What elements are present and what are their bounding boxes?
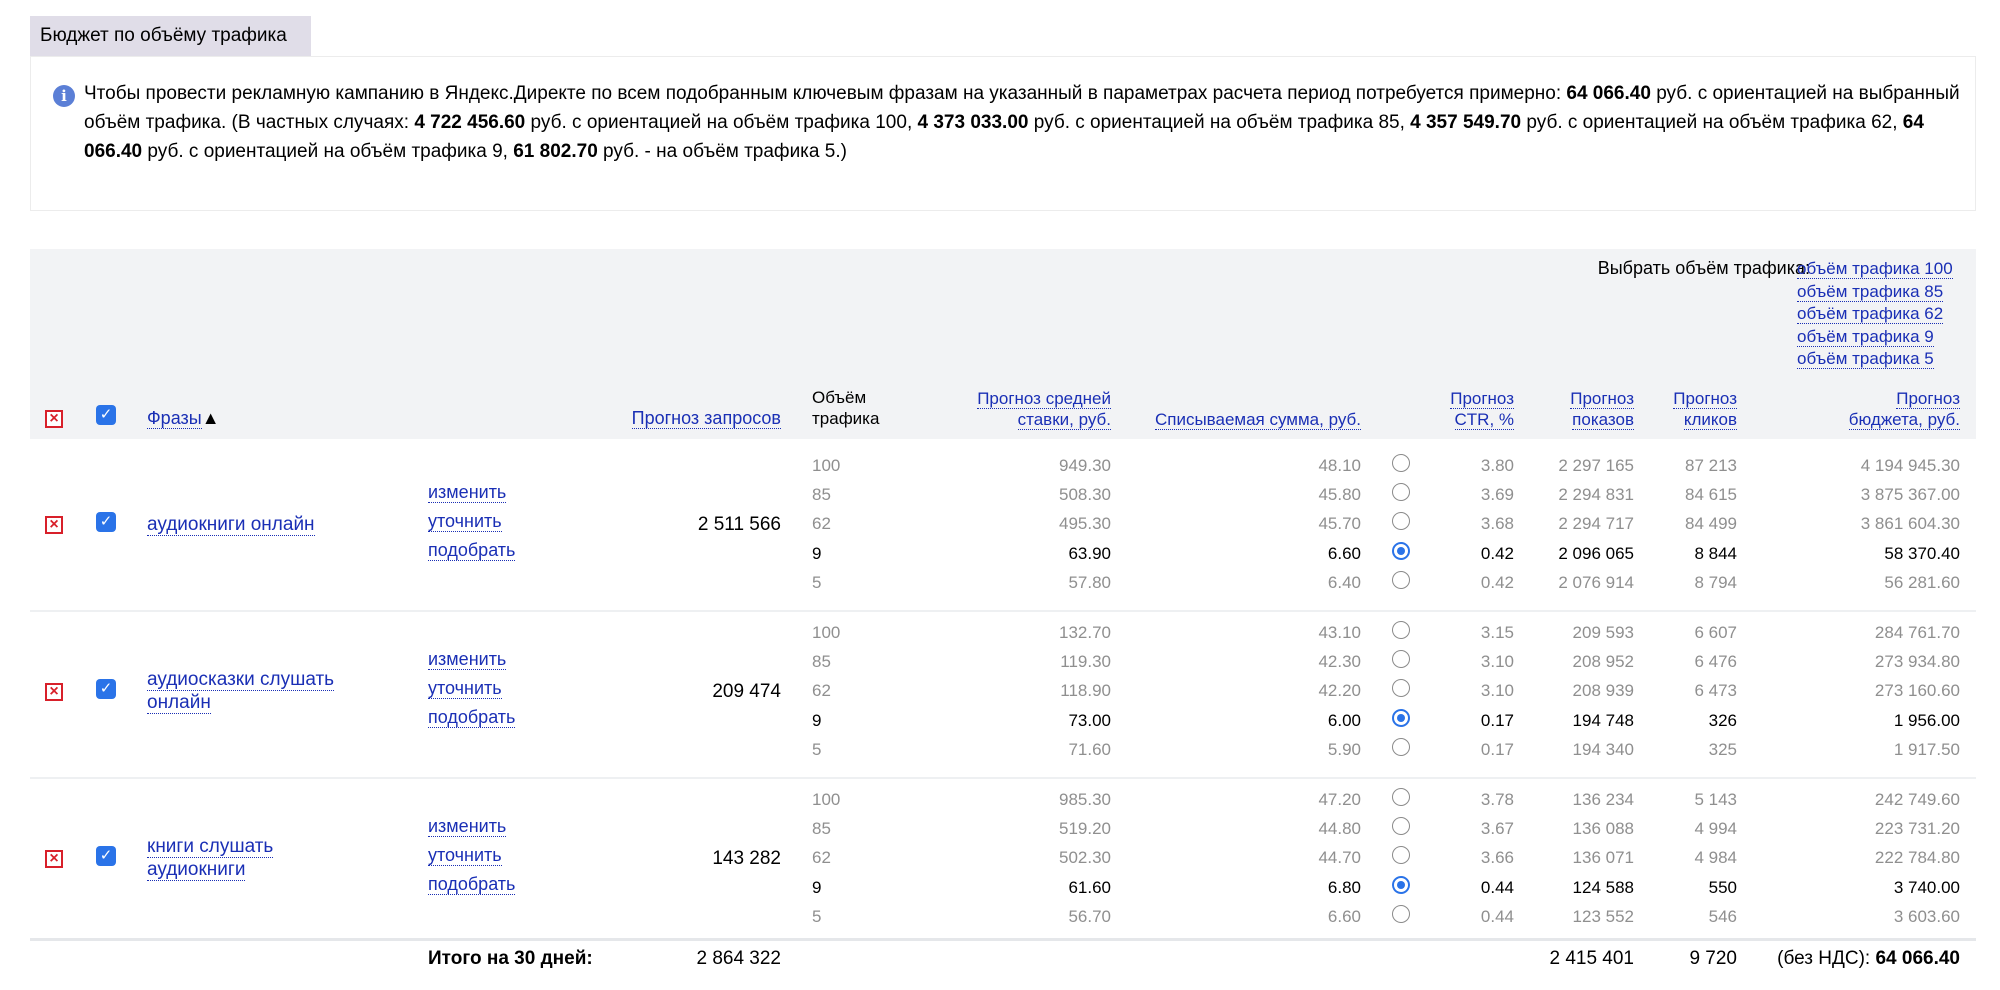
header-phrases[interactable]: [147, 408, 220, 429]
forecast-row: [0, 844, 2000, 873]
shows-cell: 194 748: [1572, 710, 1634, 730]
forecast-row: [0, 510, 2000, 539]
shows-cell: 136 088: [1572, 819, 1634, 839]
budget-cell: 273 934.80: [1874, 652, 1960, 672]
sort-arrow-icon: ▲: [201, 408, 220, 428]
volume-cell: 100: [812, 456, 841, 475]
charge-cell: 6.60: [1327, 543, 1361, 563]
radio-selected[interactable]: [1392, 709, 1410, 727]
traffic-option-4[interactable]: [1797, 348, 1953, 371]
budget-cell: 222 784.80: [1874, 848, 1960, 868]
phrase-text[interactable]: аудиокниги: [147, 859, 246, 881]
volume-cell: 100: [812, 623, 841, 642]
info-text: [84, 79, 1964, 166]
select-all-checkbox[interactable]: ✓: [96, 405, 116, 425]
row-separator: [30, 777, 1976, 779]
refine-link[interactable]: уточнить: [428, 511, 502, 532]
phrase-text[interactable]: аудиосказки слушать: [147, 669, 335, 691]
budget-cell: 223 731.20: [1874, 819, 1960, 839]
ctr-cell: 0.17: [1480, 739, 1514, 759]
volume-cell: 62: [812, 681, 831, 701]
charge-cell: 44.80: [1318, 819, 1361, 839]
clicks-cell: 84 499: [1685, 514, 1737, 534]
forecast-row: [0, 707, 2000, 736]
sort-phrases-link[interactable]: Фразы: [147, 408, 202, 428]
phrase-text[interactable]: книги слушать: [147, 836, 274, 858]
charge-cell: 43.10: [1318, 623, 1361, 642]
budget-cell: 242 749.60: [1874, 790, 1960, 809]
requests-forecast: 143 282: [712, 848, 781, 870]
clicks-cell: 6 607: [1694, 623, 1737, 642]
volume-cell: 5: [812, 739, 822, 759]
volume-cell: 5: [812, 906, 822, 926]
shows-cell: 208 939: [1572, 681, 1634, 701]
forecast-row: [0, 452, 2000, 481]
info-segment: руб. с ориентацией на выбранный объём трафика. (В частных случаях:: [84, 83, 1960, 133]
volume-cell: 5: [812, 572, 822, 592]
clicks-cell: 326: [1708, 710, 1737, 730]
pick-link[interactable]: подобрать: [428, 540, 516, 561]
shows-cell: 2 297 165: [1558, 456, 1634, 475]
radio-option[interactable]: [1392, 621, 1410, 639]
shows-cell: 194 340: [1572, 739, 1634, 759]
volume-cell: 9: [812, 710, 822, 730]
traffic-option-link[interactable]: объём трафика 9: [1797, 326, 1934, 346]
radio-option[interactable]: [1392, 788, 1410, 806]
ctr-cell: 0.44: [1480, 906, 1514, 926]
charge-cell: 6.80: [1327, 877, 1361, 897]
delete-phrase-x-icon[interactable]: ×: [45, 683, 63, 701]
bid-cell: 132.70: [1059, 623, 1111, 642]
charge-cell: 5.90: [1327, 739, 1361, 759]
shows-cell: 2 096 065: [1558, 543, 1634, 563]
info-segment: руб. с ориентацией на объём трафика 9,: [142, 141, 514, 162]
traffic-option-link[interactable]: объём трафика 100: [1797, 259, 1953, 278]
traffic-option-link[interactable]: объём трафика 85: [1797, 281, 1944, 301]
info-icon: i: [53, 85, 75, 107]
forecast-row: [0, 619, 2000, 648]
bid-cell: 949.30: [1059, 456, 1111, 475]
info-amount: 4 722 456.60: [414, 112, 526, 133]
ctr-cell: 3.69: [1480, 485, 1514, 505]
shows-cell: 2 076 914: [1558, 572, 1634, 592]
ctr-cell: 0.44: [1480, 877, 1514, 897]
forecast-row: [0, 481, 2000, 510]
delete-all-x-icon[interactable]: ×: [45, 410, 63, 428]
header-requests[interactable]: Прогноз запросов: [631, 408, 781, 428]
bid-cell: 71.60: [1068, 739, 1111, 759]
traffic-select-options: [1797, 258, 1953, 371]
bid-cell: 61.60: [1068, 877, 1111, 897]
volume-cell: 100: [812, 790, 841, 809]
budget-cell: 284 761.70: [1874, 623, 1960, 642]
ctr-cell: 3.15: [1480, 623, 1514, 642]
header-shows[interactable]: Прогноз показов: [1570, 389, 1634, 429]
change-link[interactable]: изменить: [428, 816, 507, 837]
forecast-row: [0, 569, 2000, 598]
traffic-option-link[interactable]: объём трафика 62: [1797, 304, 1944, 323]
shows-cell: 136 071: [1572, 848, 1634, 868]
charge-cell: 47.20: [1318, 790, 1361, 809]
info-amount: 64 066.40: [84, 112, 1924, 162]
info-amount: 4 373 033.00: [917, 112, 1029, 133]
clicks-cell: 5 143: [1694, 790, 1737, 809]
header-charge[interactable]: Списываемая сумма, руб.: [1154, 410, 1361, 429]
total-clicks: 9 720: [1689, 948, 1737, 969]
forecast-row: [0, 736, 2000, 765]
volume-cell: 85: [812, 819, 831, 839]
forecast-row: [0, 540, 2000, 569]
charge-cell: 6.00: [1327, 710, 1361, 730]
ctr-cell: 3.67: [1480, 819, 1514, 839]
budget-tab[interactable]: Бюджет по объёму трафика: [30, 16, 311, 56]
volume-cell: 62: [812, 514, 831, 534]
radio-option[interactable]: [1392, 571, 1410, 589]
clicks-cell: 4 984: [1694, 848, 1737, 868]
budget-cell: 1 956.00: [1893, 710, 1960, 730]
radio-option[interactable]: [1392, 738, 1410, 756]
radio-selected[interactable]: [1392, 876, 1410, 894]
clicks-cell: 550: [1708, 877, 1737, 897]
shows-cell: 123 552: [1572, 906, 1634, 926]
budget-cell: 56 281.60: [1884, 572, 1960, 592]
info-amount: 4 357 549.70: [1410, 112, 1522, 133]
clicks-cell: 84 615: [1685, 485, 1737, 505]
header-bid[interactable]: Прогноз средней ставки, руб.: [977, 389, 1111, 429]
requests-forecast: 2 511 566: [697, 514, 781, 536]
clicks-cell: 6 476: [1694, 652, 1737, 672]
bid-cell: 118.90: [1060, 681, 1111, 701]
info-segment: руб. с ориентацией на объём трафика 62,: [1521, 112, 1903, 133]
forecast-row: [0, 874, 2000, 903]
forecast-row: [0, 786, 2000, 815]
info-amount: 64 066.40: [1566, 83, 1651, 104]
clicks-cell: 6 473: [1694, 681, 1737, 701]
forecast-row: [0, 648, 2000, 677]
traffic-option-1[interactable]: [1797, 281, 1953, 304]
bid-cell: 519.20: [1059, 819, 1111, 839]
phrase-text[interactable]: аудиокниги онлайн: [147, 514, 315, 536]
clicks-cell: 8 794: [1694, 572, 1737, 592]
change-link[interactable]: изменить: [428, 482, 507, 503]
ctr-cell: 0.42: [1480, 543, 1514, 563]
header-budget[interactable]: Прогноз бюджета, руб.: [1848, 389, 1960, 429]
pick-link[interactable]: подобрать: [428, 874, 516, 895]
phrase-checkbox[interactable]: ✓: [96, 846, 116, 866]
row-separator: [30, 610, 1976, 612]
ctr-cell: 0.42: [1480, 572, 1514, 592]
total-budget: (без НДС): 64 066.40: [1777, 948, 1960, 969]
bid-cell: 985.30: [1059, 790, 1111, 809]
volume-cell: 85: [812, 485, 831, 505]
forecast-row: [0, 903, 2000, 932]
budget-cell: 273 160.60: [1874, 681, 1960, 701]
refine-link[interactable]: уточнить: [428, 845, 502, 866]
clicks-cell: 8 844: [1694, 543, 1737, 563]
charge-cell: 45.70: [1318, 514, 1361, 534]
change-link[interactable]: изменить: [428, 649, 507, 670]
info-amount: 61 802.70: [513, 141, 598, 162]
total-label: Итого на 30 дней:: [428, 948, 593, 969]
bid-cell: 63.90: [1068, 543, 1111, 563]
charge-cell: 48.10: [1318, 456, 1361, 475]
shows-cell: 208 952: [1572, 652, 1634, 672]
phrase-checkbox[interactable]: ✓: [96, 512, 116, 532]
header-ctr[interactable]: Прогноз CTR, %: [1450, 389, 1514, 429]
traffic-select-label: Выбрать объём трафика:: [1597, 258, 1810, 278]
bid-cell: 119.30: [1060, 652, 1111, 672]
volume-cell: 62: [812, 848, 831, 868]
shows-cell: 136 234: [1572, 790, 1634, 809]
total-requests: 2 864 322: [696, 948, 781, 969]
ctr-cell: 3.78: [1480, 790, 1514, 809]
delete-phrase-x-icon[interactable]: ×: [45, 850, 63, 868]
forecast-row: [0, 815, 2000, 844]
pick-link[interactable]: подобрать: [428, 707, 516, 728]
total-shows: 2 415 401: [1549, 948, 1634, 969]
shows-cell: 2 294 717: [1558, 514, 1634, 534]
bid-cell: 73.00: [1068, 710, 1111, 730]
traffic-option-2[interactable]: [1797, 303, 1953, 326]
phrase-text[interactable]: онлайн: [147, 692, 211, 714]
traffic-option-link[interactable]: объём трафика 5: [1797, 349, 1934, 368]
radio-option[interactable]: [1392, 454, 1410, 472]
clicks-cell: 87 213: [1685, 456, 1737, 475]
budget-cell: 3 861 604.30: [1860, 514, 1960, 534]
ctr-cell: 3.68: [1480, 514, 1514, 534]
ctr-cell: 3.66: [1480, 848, 1514, 868]
traffic-option-3[interactable]: [1797, 326, 1953, 349]
ctr-cell: 3.10: [1480, 652, 1514, 672]
shows-cell: 209 593: [1572, 623, 1634, 642]
charge-cell: 42.20: [1318, 681, 1361, 701]
charge-cell: 6.60: [1327, 906, 1361, 926]
bid-cell: 502.30: [1059, 848, 1111, 868]
clicks-cell: 325: [1708, 739, 1737, 759]
phrase-checkbox[interactable]: ✓: [96, 679, 116, 699]
charge-cell: 6.40: [1327, 572, 1361, 592]
ctr-cell: 0.17: [1480, 710, 1514, 730]
refine-link[interactable]: уточнить: [428, 678, 502, 699]
volume-cell: 9: [812, 877, 822, 897]
info-segment: руб. с ориентацией на объём трафика 85,: [1028, 112, 1411, 133]
charge-cell: 42.30: [1318, 652, 1361, 672]
volume-cell: 85: [812, 652, 831, 672]
bid-cell: 495.30: [1059, 514, 1111, 534]
volume-cell: 9: [812, 543, 822, 563]
budget-cell: 1 917.50: [1893, 739, 1960, 759]
traffic-option-0[interactable]: [1797, 258, 1953, 281]
delete-phrase-x-icon[interactable]: ×: [45, 516, 63, 534]
budget-cell: 3 740.00: [1893, 877, 1960, 897]
info-segment: Чтобы провести рекламную кампанию в Яндекс.Директе по всем подобранным ключевым фразам на указанный в параметрах расчета период потребуется примерно:: [84, 83, 1567, 104]
radio-selected[interactable]: [1392, 542, 1410, 560]
ctr-cell: 3.80: [1480, 456, 1514, 475]
bid-cell: 57.80: [1068, 572, 1111, 592]
header-volume: Объём трафика: [812, 388, 880, 428]
budget-cell: 58 370.40: [1884, 543, 1960, 563]
forecast-row: [0, 677, 2000, 706]
shows-cell: 2 294 831: [1558, 485, 1634, 505]
shows-cell: 124 588: [1572, 877, 1634, 897]
requests-forecast: 209 474: [712, 681, 781, 703]
clicks-cell: 4 994: [1694, 819, 1737, 839]
bid-cell: 56.70: [1068, 906, 1111, 926]
total-separator: [30, 938, 1976, 941]
clicks-cell: 546: [1708, 906, 1737, 926]
charge-cell: 45.80: [1318, 485, 1361, 505]
info-segment: руб. - на объём трафика 5.): [597, 141, 847, 162]
bid-cell: 508.30: [1059, 485, 1111, 505]
info-segment: руб. с ориентацией на объём трафика 100,: [525, 112, 918, 133]
radio-option[interactable]: [1392, 905, 1410, 923]
info-box: [30, 56, 1976, 211]
charge-cell: 44.70: [1318, 848, 1361, 868]
budget-cell: 3 875 367.00: [1860, 485, 1960, 505]
budget-cell: 4 194 945.30: [1860, 456, 1960, 475]
budget-cell: 3 603.60: [1893, 906, 1960, 926]
ctr-cell: 3.10: [1480, 681, 1514, 701]
header-clicks[interactable]: Прогноз кликов: [1673, 389, 1737, 429]
